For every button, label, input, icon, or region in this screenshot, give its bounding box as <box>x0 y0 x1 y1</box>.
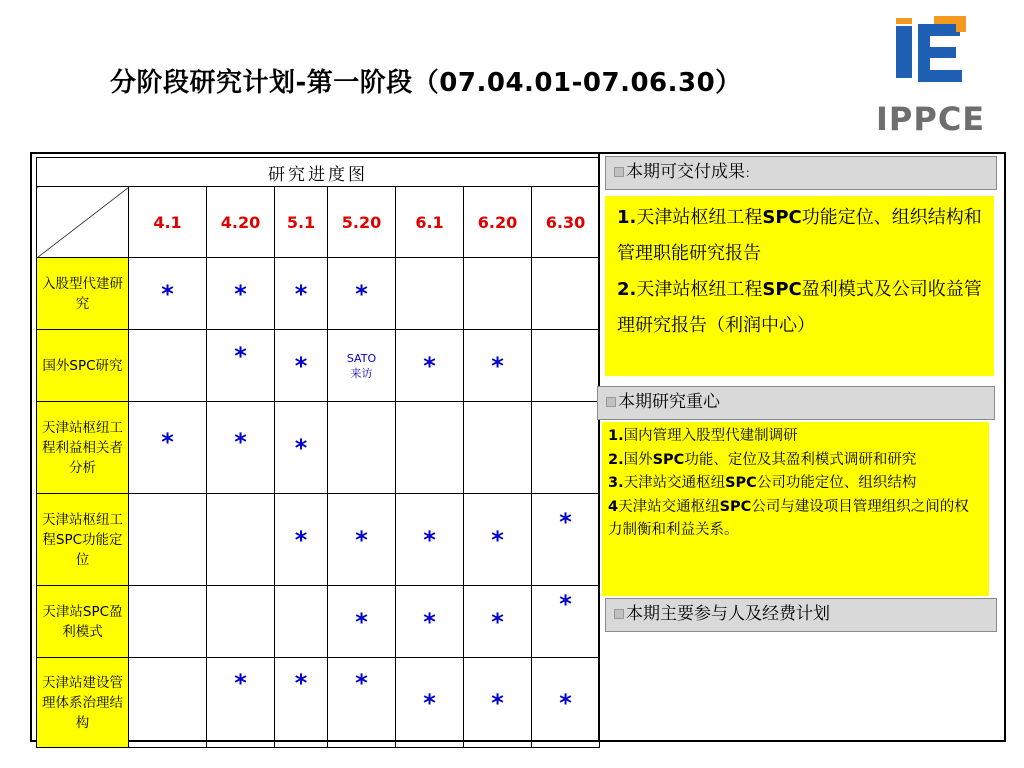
corner-cell <box>37 187 129 258</box>
deliverables-item <box>617 200 990 272</box>
task-label: 天津站SPC盈利模式 <box>37 586 129 658</box>
milestone-star: * <box>355 525 368 554</box>
focus-item <box>608 496 983 543</box>
schedule-cell <box>129 402 207 494</box>
schedule-cell <box>532 330 600 402</box>
item-text: 公司功能定位、组织结构 <box>756 475 917 491</box>
table-row <box>37 586 600 658</box>
milestone-star: * <box>161 279 174 308</box>
item-emphasis: SPC <box>719 498 752 515</box>
schedule-cell <box>464 658 532 748</box>
table-row <box>37 330 600 402</box>
milestone-star: * <box>294 668 308 697</box>
focus-item <box>608 472 983 496</box>
schedule-cell <box>328 494 396 586</box>
schedule-cell <box>328 258 396 330</box>
ippce-logo <box>846 14 1016 154</box>
milestone-star: * <box>423 688 436 717</box>
milestone-star: * <box>355 607 368 636</box>
date-header: 4.20 <box>207 187 275 258</box>
schedule-cell <box>532 586 600 658</box>
schedule-cell <box>464 258 532 330</box>
item-number: 3. <box>608 475 624 491</box>
table-row <box>37 658 600 748</box>
item-text: 功能定位、组织结构和管理职能研究报告 <box>617 207 982 264</box>
milestone-star: * <box>491 688 504 717</box>
task-label: 天津站枢纽工程SPC功能定位 <box>37 494 129 586</box>
schedule-cell <box>207 658 275 748</box>
schedule-cell <box>396 658 464 748</box>
date-header: 4.1 <box>129 187 207 258</box>
schedule-cell <box>207 402 275 494</box>
milestone-star: * <box>423 607 436 636</box>
focus-heading: 本期研究重心 <box>618 392 720 412</box>
schedule-cell <box>275 494 328 586</box>
schedule-cell <box>396 402 464 494</box>
participants-heading: 本期主要参与人及经费计划 <box>626 604 830 624</box>
schedule-cell <box>396 494 464 586</box>
item-number: 1. <box>608 428 624 444</box>
focus-item <box>608 425 983 449</box>
task-label: 入股型代建研究 <box>37 258 129 330</box>
page-title: 分阶段研究计划-第一阶段（07.04.01-07.06.30） <box>110 68 742 98</box>
item-number: 1. <box>617 207 637 228</box>
item-text: 国外 <box>623 451 653 468</box>
schedule-cell <box>275 402 328 494</box>
schedule-cell <box>532 494 600 586</box>
logo-text: IPPCE <box>876 100 986 138</box>
schedule-cell <box>328 330 396 402</box>
schedule-cell <box>532 258 600 330</box>
schedule-cell <box>464 330 532 402</box>
table-row <box>37 494 600 586</box>
task-label: 国外SPC研究 <box>37 330 129 402</box>
item-number: 2. <box>617 279 637 300</box>
milestone-star: * <box>491 607 504 636</box>
milestone-star: * <box>355 668 368 697</box>
schedule-cell <box>464 494 532 586</box>
date-header: 6.1 <box>396 187 464 258</box>
schedule-cell <box>464 586 532 658</box>
schedule-cell <box>396 258 464 330</box>
schedule-cell <box>129 330 207 402</box>
schedule-cell <box>328 658 396 748</box>
milestone-star: * <box>294 351 308 380</box>
date-header: 5.1 <box>275 187 328 258</box>
item-text: 天津站交通枢纽 <box>618 498 720 515</box>
schedule-cell <box>207 330 275 402</box>
task-label: 天津站建设管理体系治理结构 <box>37 658 129 748</box>
schedule-cell <box>328 402 396 494</box>
milestone-star: * <box>559 688 572 717</box>
table-row <box>37 402 600 494</box>
schedule-caption: 研究进度图 <box>37 158 600 187</box>
deliverables-header <box>605 156 997 190</box>
milestone-star: * <box>491 525 504 554</box>
schedule-cell <box>464 402 532 494</box>
deliverables-heading-suffix: ： <box>745 166 758 180</box>
item-emphasis: SPC <box>762 279 802 300</box>
task-label: 天津站枢纽工程利益相关者分析 <box>37 402 129 494</box>
schedule-cell <box>396 586 464 658</box>
milestone-star: * <box>294 433 308 462</box>
focus-item <box>608 449 983 473</box>
schedule-cell <box>275 330 328 402</box>
schedule-cell <box>532 402 600 494</box>
milestone-star: * <box>491 351 504 380</box>
focus-header <box>597 386 995 420</box>
deliverables-box <box>605 196 994 376</box>
deliverables-heading: 本期可交付成果 <box>626 162 745 182</box>
bullet-square-icon <box>614 167 624 177</box>
milestone-star: * <box>234 668 247 697</box>
schedule-cell <box>207 258 275 330</box>
milestone-note: SATO来访 <box>346 351 377 380</box>
schedule-cell <box>129 658 207 748</box>
ippce-logo-mark-icon <box>894 14 974 94</box>
bullet-square-icon <box>614 609 624 619</box>
schedule-cell <box>129 586 207 658</box>
date-header: 6.20 <box>464 187 532 258</box>
milestone-star: * <box>234 279 247 308</box>
schedule-table <box>36 157 600 748</box>
milestone-star: * <box>355 279 368 308</box>
item-text: 国内管理入股型代建制调研 <box>623 428 798 444</box>
schedule-cell <box>129 494 207 586</box>
milestone-star: * <box>294 279 308 308</box>
schedule-cell <box>275 258 328 330</box>
schedule-cell <box>396 330 464 402</box>
milestone-star: * <box>423 525 436 554</box>
item-text: 公司与建设项目管理组织之间的权力制衡和利益关系。 <box>608 498 969 538</box>
milestone-star: * <box>423 351 436 380</box>
schedule-cell <box>532 658 600 748</box>
item-emphasis: SPC <box>652 451 685 468</box>
item-text: 天津站交通枢纽 <box>623 475 726 491</box>
milestone-star: * <box>294 525 308 554</box>
milestone-star: * <box>234 341 247 370</box>
schedule-cell <box>328 586 396 658</box>
schedule-cell <box>275 658 328 748</box>
focus-box <box>602 422 989 596</box>
schedule-cell <box>207 586 275 658</box>
bullet-square-icon <box>606 397 616 407</box>
schedule-cell <box>129 258 207 330</box>
schedule-cell <box>207 494 275 586</box>
item-emphasis: SPC <box>725 475 757 491</box>
item-number: 4 <box>608 498 619 515</box>
item-emphasis: SPC <box>762 207 802 228</box>
table-row <box>37 258 600 330</box>
item-text: 天津站枢纽工程 <box>636 279 763 300</box>
participants-header <box>605 598 997 632</box>
item-text: 盈利模式及公司收益管理研究报告（利润中心） <box>617 279 982 336</box>
milestone-star: * <box>559 589 572 618</box>
item-text: 天津站枢纽工程 <box>636 207 763 228</box>
deliverables-item <box>617 272 990 344</box>
milestone-star: * <box>234 427 247 456</box>
date-header: 6.30 <box>532 187 600 258</box>
item-text: 功能、定位及其盈利模式调研和研究 <box>684 451 917 468</box>
item-number: 2. <box>608 451 624 468</box>
milestone-star: * <box>161 427 174 456</box>
schedule-cell <box>275 586 328 658</box>
date-header: 5.20 <box>328 187 396 258</box>
milestone-star: * <box>559 507 572 536</box>
